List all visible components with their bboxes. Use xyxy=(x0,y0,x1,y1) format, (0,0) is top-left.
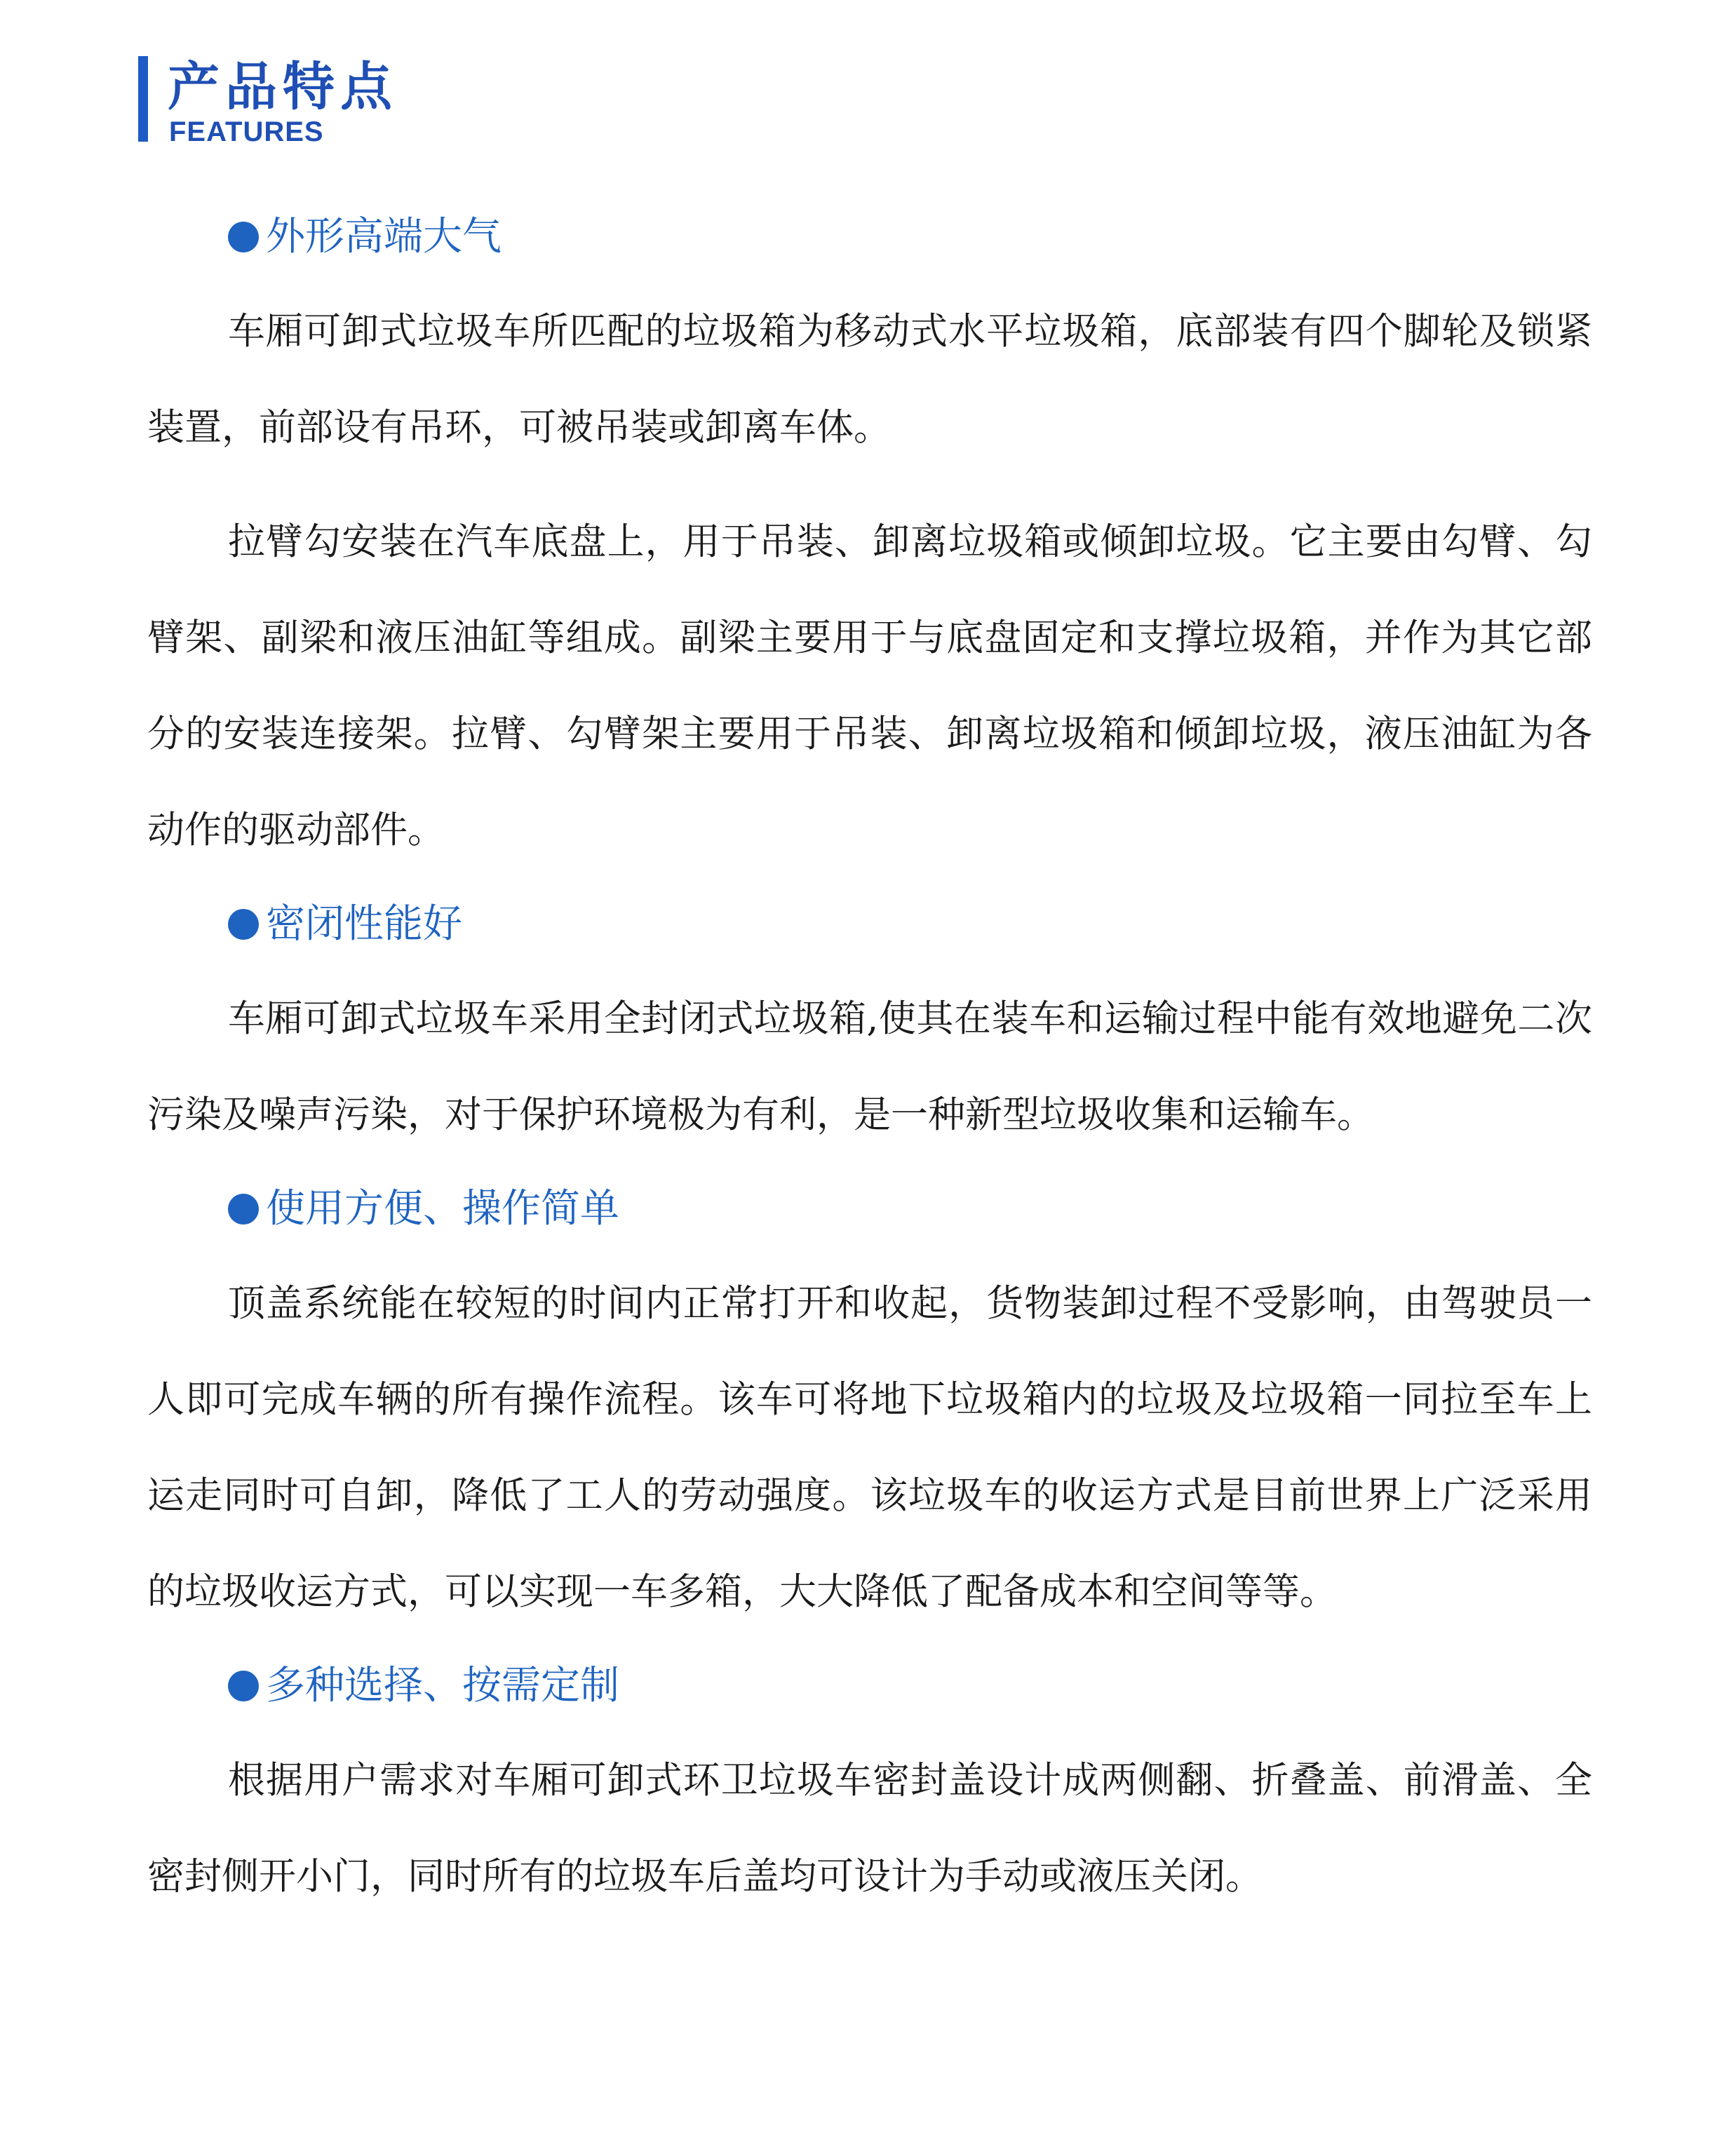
bullet-icon xyxy=(228,1671,259,1701)
section-heading-text: 多种选择、按需定制 xyxy=(266,1663,619,1708)
section-paragraph: 顶盖系统能在较短的时间内正常打开和收起，货物装卸过程不受影响，由驾驶员一人即可完成车辆的所有操作流程。该车可将地下垃圾箱内的垃圾及垃圾箱一同拉至车上运走同时可自卸，降低了工人的劳动强度。该垃圾车的收运方式是目前世界上广泛采用的垃圾收运方式，可以实现一车多箱，大大降低了配备成本和空间等等。 xyxy=(147,1282,1592,1613)
section-heading-customization xyxy=(228,1658,1592,1714)
page-subtitle: FEATURES xyxy=(169,116,324,147)
features-content xyxy=(147,209,1592,1924)
section-heading-usability xyxy=(228,1181,1592,1237)
bullet-icon xyxy=(228,909,259,940)
section-heading-text: 使用方便、操作简单 xyxy=(266,1186,619,1232)
section-paragraph: 拉臂勾安装在汽车底盘上，用于吊装、卸离垃圾箱或倾卸垃圾。它主要由勾臂、勾臂架、副梁和液压油缸等组成。副梁主要用于与底盘固定和支撑垃圾箱，并作为其它部分的安装连接架。拉臂、勾臂架主要用于吊装、卸离垃圾箱和倾卸垃圾，液压油缸为各动作的驱动部件。 xyxy=(147,520,1592,851)
section-heading-appearance xyxy=(228,209,1592,265)
section-paragraph: 车厢可卸式垃圾车所匹配的垃圾箱为移动式水平垃圾箱，底部装有四个脚轮及锁紧装置，前部设有吊环，可被吊装或卸离车体。 xyxy=(147,310,1592,449)
section-heading-text: 密闭性能好 xyxy=(266,901,462,947)
section-heading-text: 外形高端大气 xyxy=(266,214,502,259)
section-paragraph: 根据用户需求对车厢可卸式环卫垃圾车密封盖设计成两侧翻、折叠盖、前滑盖、全密封侧开小门，同时所有的垃圾车后盖均可设计为手动或液压关闭。 xyxy=(147,1759,1592,1898)
section-paragraph: 车厢可卸式垃圾车采用全封闭式垃圾箱,使其在装车和运输过程中能有效地避免二次污染及噪声污染，对于保护环境极为有利，是一种新型垃圾收集和运输车。 xyxy=(147,997,1592,1136)
page-title: 产品特点 xyxy=(168,57,398,117)
section-heading-sealing xyxy=(228,896,1592,952)
header-accent-bar xyxy=(138,56,148,142)
bullet-icon xyxy=(228,1194,259,1225)
bullet-icon xyxy=(228,222,259,252)
